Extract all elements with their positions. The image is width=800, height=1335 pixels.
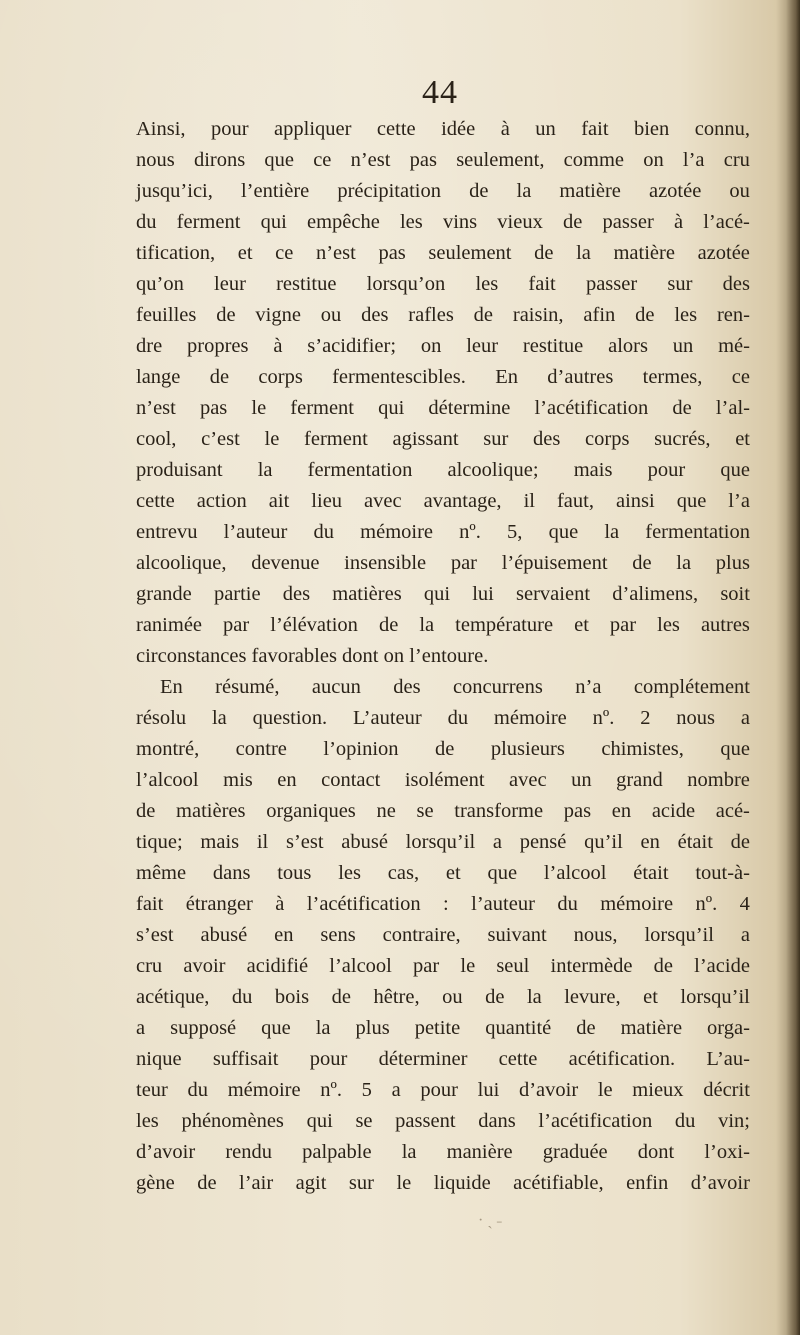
ink-smudge: · ˏ ˗ [478,1212,502,1229]
text-line: a supposé que la plus petite quantité de matière orga- [136,1017,750,1039]
text-line: dre propres à s’acidifier; on leur restitue alors un mé- [136,335,750,357]
text-line: cru avoir acidifié l’alcool par le seul intermède de l’acide [136,955,750,977]
text-line: feuilles de vigne ou des rafles de raisin, afin de les ren- [136,304,750,326]
text-line: teur du mémoire nº. 5 a pour lui d’avoir le mieux décrit [136,1079,750,1101]
text-line: les phénomènes qui se passent dans l’acétification du vin; [136,1110,750,1132]
text-line: lange de corps fermentescibles. En d’autres termes, ce [136,366,750,388]
text-line: de matières organiques ne se transforme pas en acide acé- [136,800,750,822]
text-line: qu’on leur restitue lorsqu’on les fait passer sur des [136,273,750,295]
text-line: du ferment qui empêche les vins vieux de passer à l’acé- [136,211,750,233]
text-line: alcoolique, devenue insensible par l’épuisement de la plus [136,552,750,574]
text-line: tification, et ce n’est pas seulement de la matière azotée [136,242,750,264]
text-line: même dans tous les cas, et que l’alcool était tout-à- [136,862,750,884]
text-line: l’alcool mis en contact isolément avec un grand nombre [136,769,750,791]
text-line: gène de l’air agit sur le liquide acétifiable, enfin d’avoir [136,1172,750,1194]
text-line: cette action ait lieu avec avantage, il faut, ainsi que l’a [136,490,750,512]
text-line: circonstances favorables dont on l’entoure. [136,645,489,667]
text-line: résolu la question. L’auteur du mémoire nº. 2 nous a [136,707,750,729]
text-line: n’est pas le ferment qui détermine l’acétification de l’al- [136,397,750,419]
text-line: entrevu l’auteur du mémoire nº. 5, que la fermentation [136,521,750,543]
text-line: d’avoir rendu palpable la manière graduée dont l’oxi- [136,1141,750,1163]
text-line: s’est abusé en sens contraire, suivant nous, lorsqu’il a [136,924,750,946]
text-line: produisant la fermentation alcoolique; mais pour que [136,459,750,481]
text-line: nous dirons que ce n’est pas seulement, comme on l’a cru [136,149,750,171]
text-line: jusqu’ici, l’entière précipitation de la matière azotée ou [136,180,750,202]
page-edge-shadow [786,0,800,1335]
text-line: fait étranger à l’acétification : l’auteur du mémoire nº. 4 [136,893,750,915]
text-line: grande partie des matières qui lui servaient d’alimens, soit [136,583,750,605]
text-line: acétique, du bois de hêtre, ou de la levure, et lorsqu’il [136,986,750,1008]
text-line: tique; mais il s’est abusé lorsqu’il a pensé qu’il en était de [136,831,750,853]
text-line: En résumé, aucun des concurrens n’a complétement [160,676,750,698]
text-line: Ainsi, pour appliquer cette idée à un fait bien connu, [136,118,750,140]
page-number: 44 [422,74,458,111]
body-text [136,114,750,1199]
text-line: ranimée par l’élévation de la température et par les autres [136,614,750,636]
text-line: cool, c’est le ferment agissant sur des corps sucrés, et [136,428,750,450]
text-line: montré, contre l’opinion de plusieurs chimistes, que [136,738,750,760]
text-line: nique suffisait pour déterminer cette acétification. L’au- [136,1048,750,1070]
